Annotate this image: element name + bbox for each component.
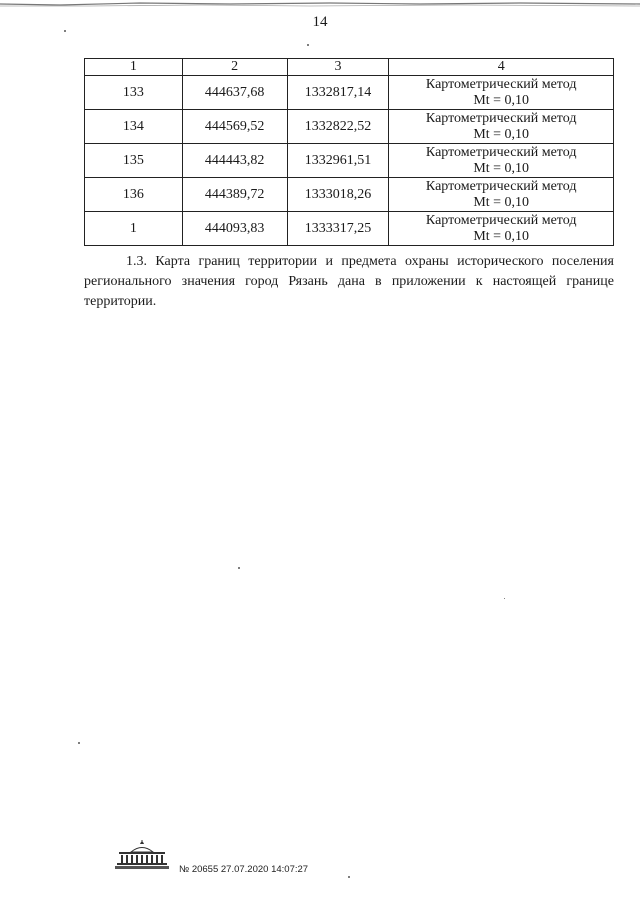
method-cell <box>389 178 614 212</box>
method-name: Картометрический метод <box>425 76 577 92</box>
method-cell <box>389 76 614 110</box>
table-header-row <box>85 59 614 76</box>
page-number: 14 <box>312 14 328 30</box>
scan-top-edge <box>0 0 640 8</box>
table-header-cell: 1 <box>85 59 183 76</box>
point-number-cell: 1 <box>85 212 183 246</box>
method-cell <box>389 144 614 178</box>
table-row <box>85 212 614 246</box>
x-coordinate-cell: 444093,83 <box>182 212 287 246</box>
method-name: Картометрический метод <box>425 144 577 160</box>
scan-speck <box>307 44 309 46</box>
method-accuracy: Mt = 0,10 <box>473 160 530 176</box>
method-accuracy: Mt = 0,10 <box>473 92 530 108</box>
point-number-cell: 135 <box>85 144 183 178</box>
x-coordinate-cell: 444389,72 <box>182 178 287 212</box>
body-paragraph: 1.3. Карта границ территории и предмета охраны исторического поселения регионального значения город Рязань дана в приложении к настоящей границе территории. <box>84 254 614 309</box>
scan-speck <box>238 567 240 569</box>
method-name: Картометрический метод <box>425 178 577 194</box>
y-coordinate-cell: 1332961,51 <box>287 144 389 178</box>
x-coordinate-cell: 444443,82 <box>182 144 287 178</box>
government-building-logo-icon <box>113 838 171 870</box>
point-number-cell: 134 <box>85 110 183 144</box>
y-coordinate-cell: 1333018,26 <box>287 178 389 212</box>
registration-stamp-text: № 20655 27.07.2020 14:07:27 <box>179 864 309 875</box>
point-number-cell: 136 <box>85 178 183 212</box>
method-cell <box>389 110 614 144</box>
method-cell <box>389 212 614 246</box>
table-row <box>85 110 614 144</box>
point-number-cell: 133 <box>85 76 183 110</box>
table-row <box>85 178 614 212</box>
scan-speck <box>504 598 505 599</box>
y-coordinate-cell: 1333317,25 <box>287 212 389 246</box>
method-accuracy: Mt = 0,10 <box>473 228 530 244</box>
table-header-cell: 3 <box>287 59 389 76</box>
x-coordinate-cell: 444637,68 <box>182 76 287 110</box>
footer <box>113 838 373 878</box>
scan-speck <box>64 30 66 32</box>
method-accuracy: Mt = 0,10 <box>473 126 530 142</box>
scan-speck <box>78 742 80 744</box>
coordinates-table <box>84 58 614 246</box>
method-name: Картометрический метод <box>425 110 577 126</box>
table-header-cell: 2 <box>182 59 287 76</box>
table-row <box>85 76 614 110</box>
method-accuracy: Mt = 0,10 <box>473 194 530 210</box>
y-coordinate-cell: 1332817,14 <box>287 76 389 110</box>
table-header-cell: 4 <box>389 59 614 76</box>
table-row <box>85 144 614 178</box>
y-coordinate-cell: 1332822,52 <box>287 110 389 144</box>
method-name: Картометрический метод <box>425 212 577 228</box>
x-coordinate-cell: 444569,52 <box>182 110 287 144</box>
